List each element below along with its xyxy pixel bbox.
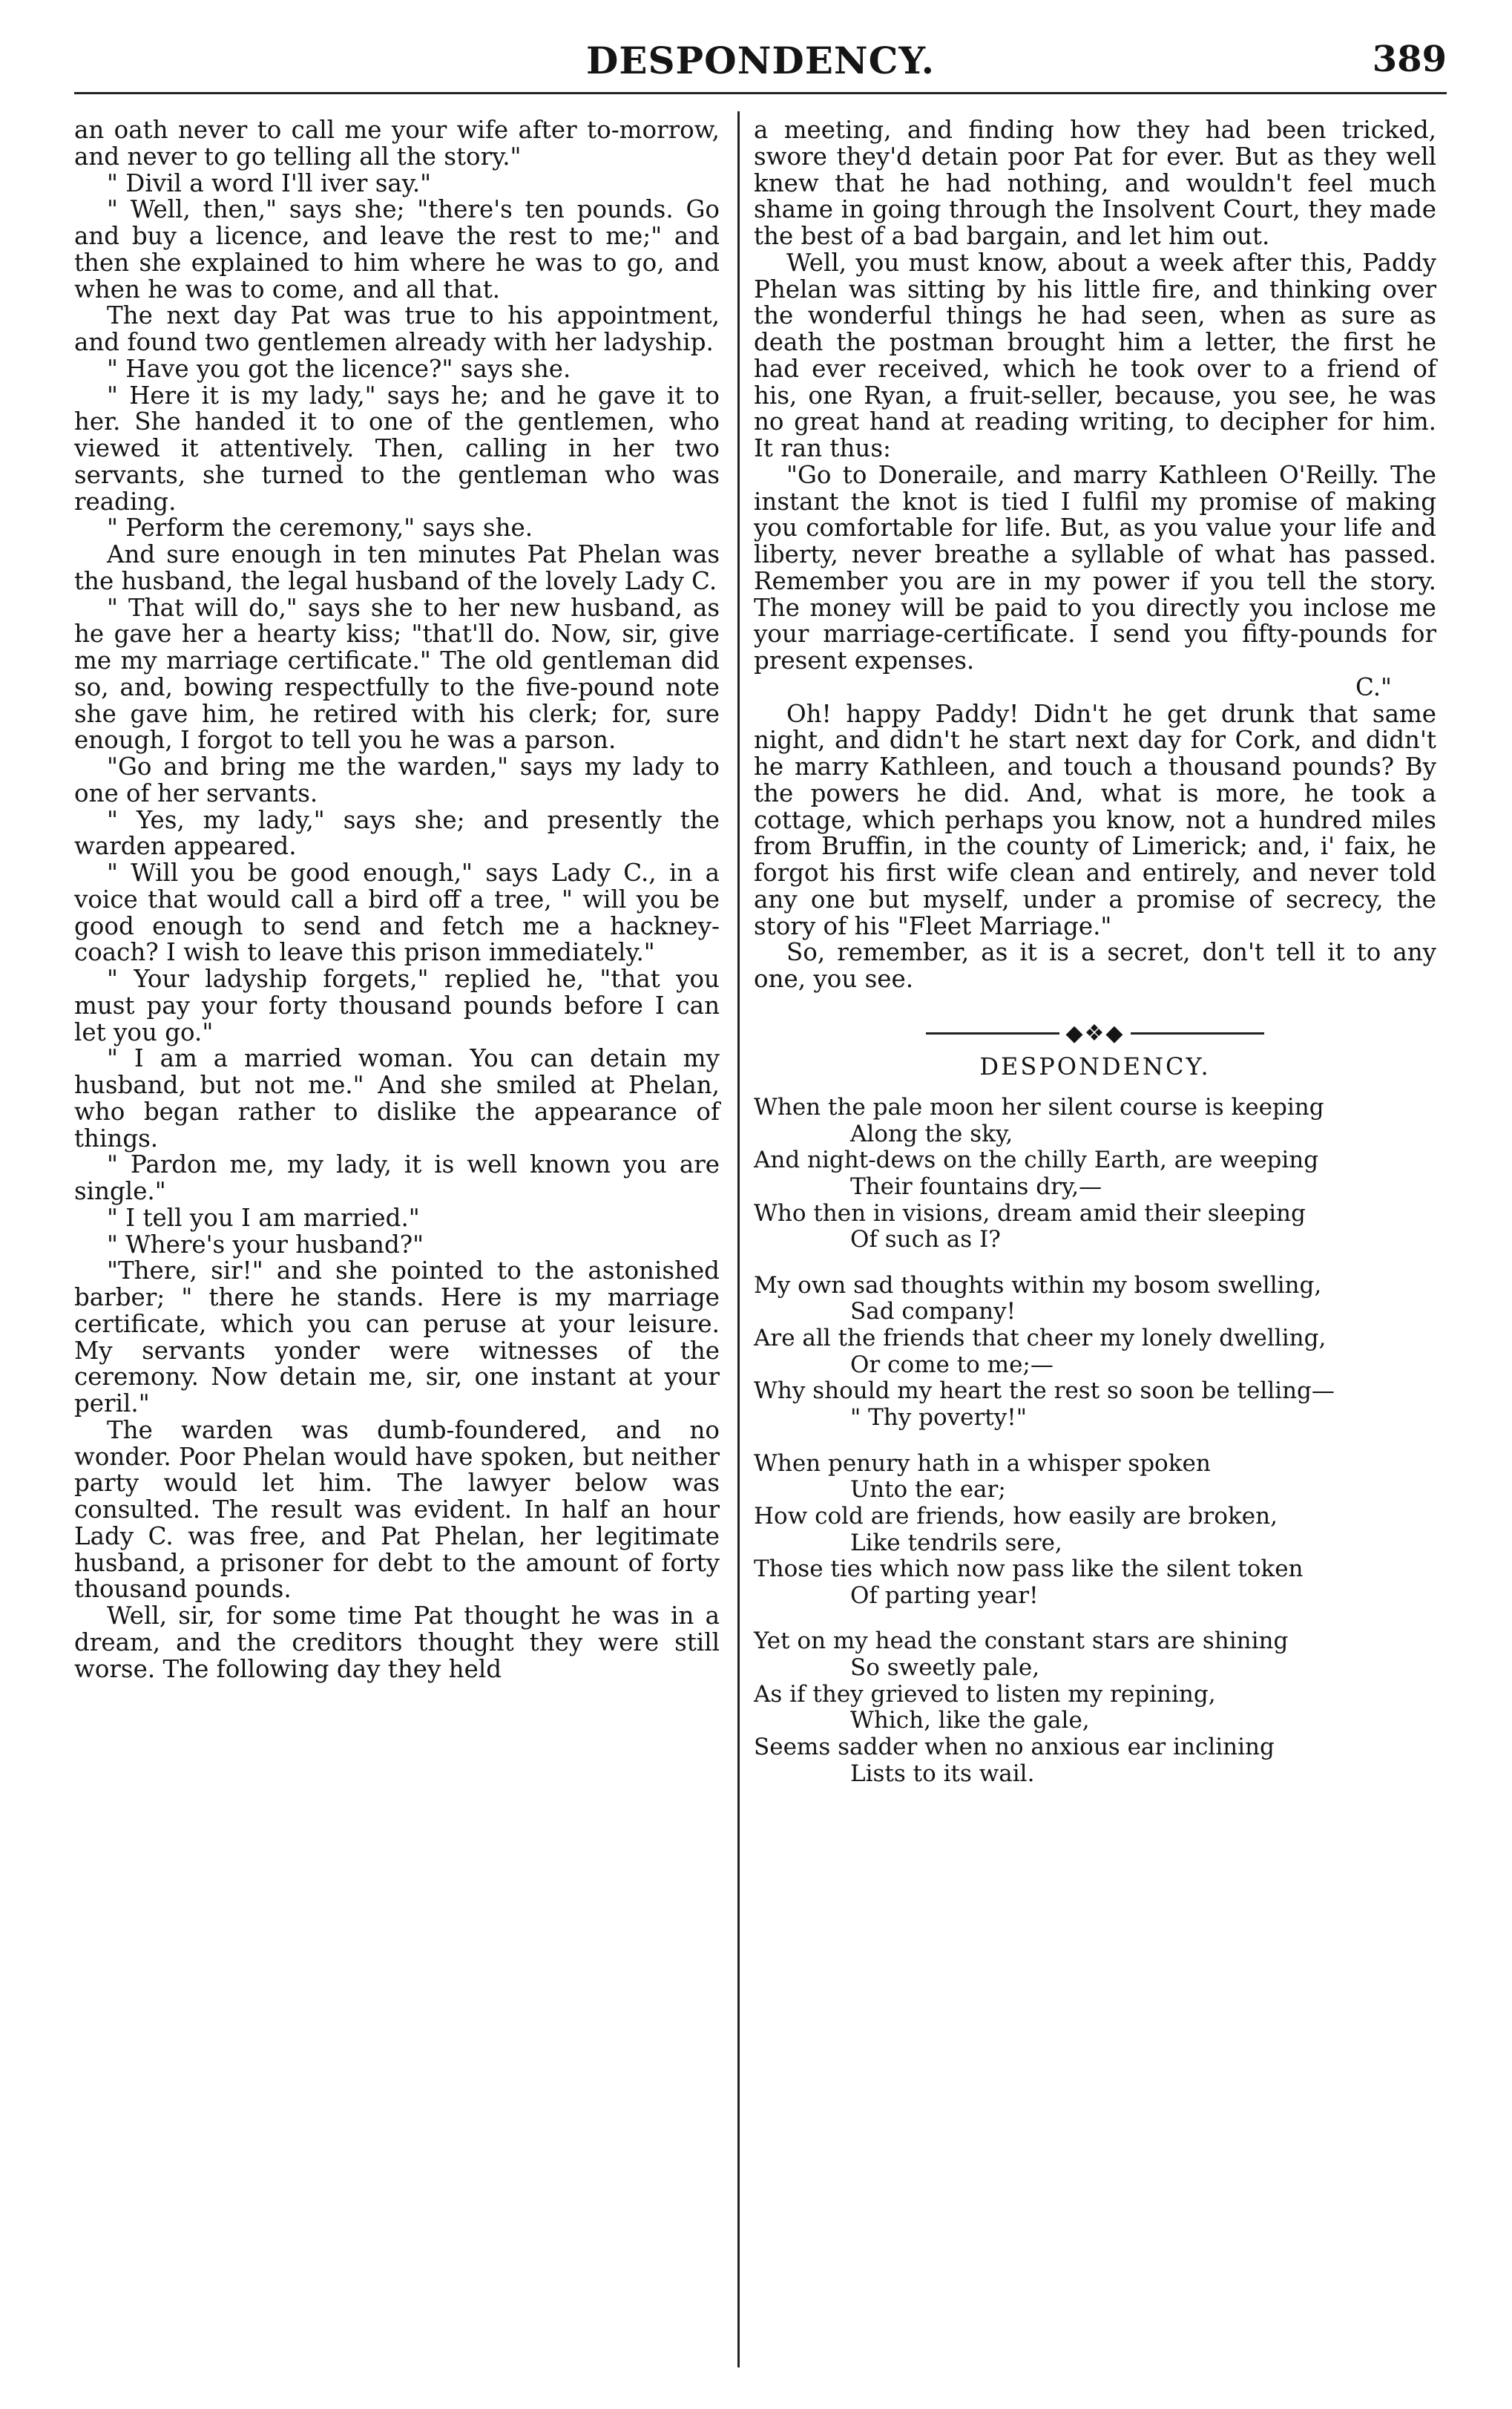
poem-line: Unto the ear; — [850, 1476, 1006, 1504]
paragraph: " Perform the ceremony," says she. — [107, 514, 533, 543]
paragraph: a meeting, and finding how they had been tricked, swore they'd detain poor Pat for ever. But as they well knew that he had nothing, and wouldn't feel much shame in going through the Insolvent Court, they made the best of a bad bargain, and let him out. — [754, 116, 1436, 250]
paragraph: " I am a married woman. You can detain my husband, but not me." And she smiled at Phelan, who began rather to dislike the appearance of things. — [74, 1044, 720, 1153]
poem-line: Of parting year! — [850, 1582, 1039, 1609]
poem-stanza — [754, 1273, 1436, 1432]
poem-line: How cold are friends, how easily are broken, — [754, 1502, 1278, 1530]
poem-stanza — [754, 1095, 1436, 1253]
poem-body — [754, 1095, 1436, 1787]
poem-line: Like tendrils sere, — [850, 1529, 1062, 1556]
header-rule — [74, 92, 1447, 94]
poem-line: Who then in visions, dream amid their sleeping — [754, 1199, 1306, 1227]
poem-stanza — [754, 1628, 1436, 1787]
right-column — [754, 117, 1436, 1806]
poem-stanza — [754, 1451, 1436, 1610]
paragraph: "There, sir!" and she pointed to the astonished barber; " there he stands. Here is my marriage certificate, which you can peruse at your leisure. My servants yonder were witnesses of the ceremony. Now detain me, sir, one instant at your peril." — [74, 1256, 720, 1417]
poem-line: " Thy poverty!" — [850, 1403, 1027, 1431]
paragraph: an oath never to call me your wife after to-morrow, and never to go telling all the story." — [74, 116, 720, 171]
poem-title: DESPONDENCY. — [979, 1052, 1211, 1081]
paragraph: " Pardon me, my lady, it is well known you are single." — [74, 1150, 720, 1205]
paragraph: " Your ladyship forgets," replied he, "that you must pay your forty thousand pounds before I can let you go." — [74, 965, 720, 1046]
paragraph: " Well, then," says she; "there's ten pounds. Go and buy a licence, and leave the rest to me;" and then she explained to him where he was to go, and when he was to come, and all that. — [74, 195, 720, 304]
poem-line: Or come to me;— — [850, 1351, 1054, 1378]
paragraph: Oh! happy Paddy! Didn't he get drunk that same night, and didn't he start next day for Cork, and didn't he marry Kathleen, and touch a thousand pounds? By the powers he did. And, what is more, he took a cottage, which perhaps you know, not a hundred miles from Bruffin, in the county of Limerick; and, i' faix, he forgot his first wife clean and entirely, and never told any one but myself, under a promise of secrecy, the story of his "Fleet Marriage." — [754, 699, 1436, 940]
poem-line: Seems sadder when no anxious ear inclining — [754, 1734, 1275, 1761]
poem-line: Those ties which now pass like the silent token — [754, 1556, 1304, 1583]
poem-line: Why should my heart the rest so soon be telling— — [754, 1377, 1335, 1405]
paragraph: Well, you must know, about a week after this, Paddy Phelan was sitting by his little fire, and thinking over the wonderful things he had seen, when as sure as death the postman brought him a letter, the first he had ever received, which he took over to a friend of his, one Ryan, a fruit-seller, because, you see, he was no great hand at reading writing, to decipher for him. It ran thus: — [754, 248, 1436, 462]
paragraph: So, remember, as it is a secret, don't tell it to any one, you see. — [754, 938, 1436, 993]
poem-line: When penury hath in a whisper spoken — [754, 1449, 1211, 1477]
page-number: 389 — [1372, 39, 1447, 80]
paragraph: " Will you be good enough," says Lady C., in a voice that would call a bird off a tree, " will you be good enough to send and fetch me a hackney-coach? I wish to leave this prison immediately." — [74, 859, 720, 967]
paragraph: The next day Pat was true to his appointment, and found two gentlemen already with her ladyship. — [74, 301, 720, 356]
ornament-glyph: ◆❖◆ — [1065, 1020, 1125, 1047]
left-column — [74, 117, 720, 1682]
paragraph: " Have you got the licence?" says she. — [107, 354, 571, 383]
poem-line: As if they grieved to listen my repining, — [754, 1680, 1216, 1708]
paragraph: The warden was dumb-foundered, and no wonder. Poor Phelan would have spoken, but neither party would let him. The lawyer below was consulted. The result was evident. In half an hour Lady C. was free, and Pat Phelan, her legitimate husband, a prisoner for debt to the amount of forty thousand pounds. — [74, 1415, 720, 1604]
paragraph: "Go and bring me the warden," says my lady to one of her servants. — [74, 753, 720, 807]
poem-line: So sweetly pale, — [850, 1654, 1040, 1682]
poem-line: Of such as I? — [850, 1226, 1001, 1253]
poem-line: When the pale moon her silent course is keeping — [754, 1093, 1324, 1121]
paragraph: " I tell you I am married." — [107, 1203, 420, 1232]
section-ornament — [754, 1020, 1436, 1047]
right-column-prose — [754, 117, 1436, 993]
poem-line: Which, like the gale, — [850, 1707, 1090, 1734]
poem-line: And night-dews on the chilly Earth, are weeping — [754, 1147, 1319, 1174]
ornament-rule — [926, 1032, 1059, 1035]
letter-signature: C." — [1355, 672, 1392, 701]
column-divider — [737, 111, 740, 2367]
poem-line: Lists to its wail. — [850, 1760, 1035, 1787]
poem-line: Sad company! — [850, 1298, 1016, 1325]
paragraph: " That will do," says she to her new husband, as he gave her a hearty kiss; "that'll do. Now, sir, give me my marriage certificate." The old gentleman did so, and, bowing respectfully to the five-pound note she gave him, he retired with his clerk; for, sure enough, I forgot to tell you he was a parson. — [74, 593, 720, 755]
paragraph: " Where's your husband?" — [107, 1230, 424, 1259]
poem-line: My own sad thoughts within my bosom swelling, — [754, 1271, 1322, 1299]
paragraph: Well, sir, for some time Pat thought he was in a dream, and the creditors thought they were still worse. The following day they held — [74, 1602, 720, 1683]
poem-line: Yet on my head the constant stars are shining — [754, 1628, 1289, 1655]
paragraph: " Here it is my lady," says he; and he gave it to her. She handed it to one of the gentlemen, who viewed it attentively. Then, calling in her two servants, she turned to the gentleman who was reading. — [74, 381, 720, 516]
poem-line: Along the sky, — [850, 1120, 1013, 1147]
paragraph: And sure enough in ten minutes Pat Phelan was the husband, the legal husband of the lovely Lady C. — [74, 540, 720, 595]
paragraph: "Go to Doneraile, and marry Kathleen O'Reilly. The instant the knot is tied I fulfil my promise of making you comfortable for life. But, as you value your life and liberty, never breathe a syllable of what has passed. Remember you are in my power if you tell the story. The money will be paid to you directly you inclose me your marriage-certificate. I send you fifty-pounds for present expenses. — [754, 460, 1436, 675]
page-header — [74, 36, 1447, 91]
poem-line: Their fountains dry,— — [850, 1173, 1102, 1200]
ornament-rule — [1131, 1032, 1264, 1035]
running-title: DESPONDENCY. — [585, 39, 936, 82]
poem-line: Are all the friends that cheer my lonely dwelling, — [754, 1325, 1327, 1352]
paragraph: " Divil a word I'll iver say." — [107, 168, 432, 197]
paragraph: " Yes, my lady," says she; and presently the warden appeared. — [74, 805, 720, 861]
